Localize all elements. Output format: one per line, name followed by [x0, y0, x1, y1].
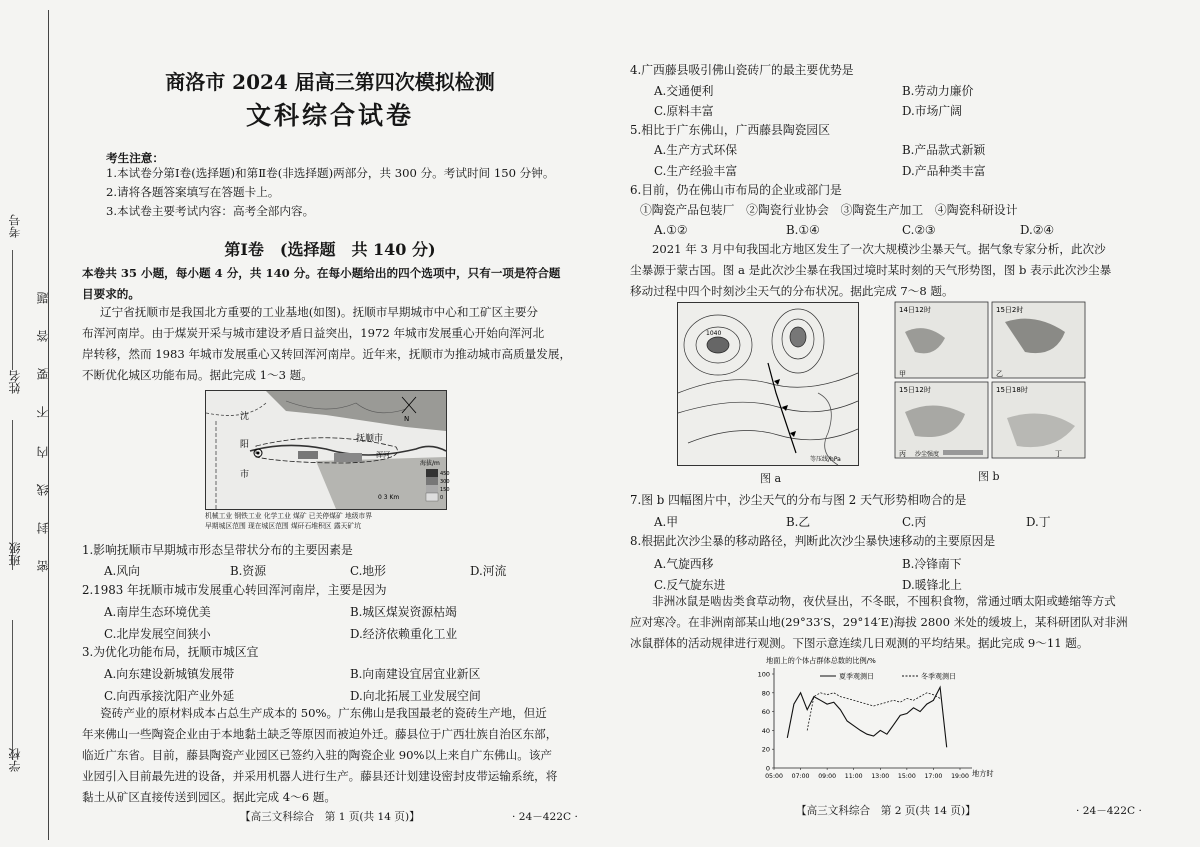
q7-option-d: D.丁 — [1026, 515, 1051, 529]
q2-option-c: C.北岸发展空间狭小 — [104, 627, 211, 641]
q8-option-b: B.冷锋南下 — [902, 557, 962, 571]
map-b-time-3: 15日12时 — [899, 386, 931, 394]
y-tick-label: 20 — [761, 745, 770, 754]
binding-dash-3 — [12, 620, 13, 760]
legend-label: 冬季观测日 — [921, 672, 956, 681]
exam-subtitle: 文科综合试卷 — [245, 101, 414, 130]
map-legend-row-2: 早期城区范围 现在城区范围 煤矸石堆积区 露天矿坑 — [205, 522, 362, 530]
x-tick-label: 07:00 — [791, 773, 810, 780]
q2-option-d: D.经济依赖重化工业 — [350, 627, 458, 641]
q1-option-d: D.河流 — [470, 564, 507, 578]
q5-option-a: A.生产方式环保 — [654, 143, 738, 157]
xingming-label: 姓名 — [8, 370, 22, 394]
y-tick-label: 60 — [761, 708, 770, 717]
q2-stem: 2.1983 年抚顺市城市发展重心转回浑河南岸，主要是因为 — [82, 583, 387, 597]
chart-series-lines — [787, 687, 946, 747]
map-label-fushun: 抚顺市 — [356, 434, 384, 444]
q4-option-a: A.交通便利 — [654, 84, 714, 98]
map-b-label-jia: 甲 — [899, 370, 906, 378]
exam-title: 商洛市 2024 届高三第四次模拟检测 — [165, 70, 495, 94]
map-b-time-2: 15日2时 — [996, 306, 1024, 314]
seal-char-1: 题 — [36, 292, 50, 304]
section-instructions-2: 目要求的。 — [82, 287, 140, 301]
map-b-label-yi: 乙 — [996, 370, 1003, 378]
passage2-line-5: 黏土从矿区直接传送到园区。据此完成 4～6 题。 — [82, 790, 336, 804]
isobar-label: 1040 — [706, 330, 722, 337]
x-tick-label: 05:00 — [765, 773, 783, 780]
passage2-line-4: 业园引入目前最先进的设备，并采用机器人进行生产。藤县还计划建设密封皮带运输系统，将 — [82, 769, 558, 783]
q2-option-b: B.城区煤炭资源枯竭 — [350, 605, 457, 619]
q5-option-c: C.生产经验丰富 — [654, 164, 738, 178]
seal-char-4: 不 — [36, 406, 50, 418]
activity-line-chart — [757, 652, 1020, 792]
q1-stem: 1.影响抚顺市早期城市形态呈带状分布的主要因素是 — [82, 543, 353, 557]
footer-left-page-label: 【高三文科综合 第 1 页(共 14 页)】 — [240, 811, 420, 823]
x-tick-label: 15:00 — [897, 773, 916, 780]
dust-distribution-fig-b — [895, 302, 1085, 462]
q4-stem: 4.广西藤县吸引佛山瓷砖厂的最主要优势是 — [630, 63, 854, 77]
passage1-line-2: 布浑河南岸。由于煤炭开采与城市建设矛盾日益突出，1972 年城市发展重心开始向浑河北 — [82, 326, 545, 340]
altitude-0: 0 — [440, 495, 444, 501]
passage1-line-3: 岸转移，然而 1983 年城市发展重心又转回浑河南岸。近年来，抚顺市为推动城市高质量发展， — [82, 347, 572, 361]
map-legend-row-1: 机械工业 钢铁工业 化学工业 煤矿 已关停煤矿 地级市界 — [205, 512, 373, 520]
q6-option-b: B.①④ — [786, 223, 820, 237]
chart-legend — [820, 672, 956, 681]
q6-option-a: A.①② — [654, 223, 688, 237]
seal-char-7: 封 — [36, 522, 50, 534]
q2-option-a: A.南岸生态环境优美 — [104, 605, 211, 619]
legend-label: 夏季观测日 — [839, 672, 874, 681]
q4-option-d: D.市场广阔 — [902, 104, 962, 118]
fig-a-caption: 图 a — [760, 472, 782, 485]
passage2-line-2: 年来佛山一些陶瓷企业由于本地黏土缺乏等原因而被迫外迁。藤县位于广西壮族自治区东部， — [82, 727, 558, 741]
seal-char-2: 答 — [36, 330, 50, 342]
q6-option-d: D.②④ — [1020, 223, 1054, 237]
x-tick-label: 17:00 — [924, 773, 943, 780]
map-label-hunhe: 浑河 — [376, 451, 390, 459]
summer-series-line — [787, 687, 946, 747]
q6-stem: 6.目前，仍在佛山市布局的企业或部门是 — [630, 183, 842, 197]
q5-option-b: B.产品款式新颖 — [902, 143, 986, 157]
q1-option-c: C.地形 — [350, 564, 386, 578]
seal-char-6: 线 — [36, 484, 50, 496]
q8-option-c: C.反气旋东进 — [654, 578, 726, 592]
x-tick-label: 19:00 — [951, 773, 969, 780]
q1-option-a: A.风向 — [104, 564, 140, 578]
footer-left-code: · 24－422C · — [512, 811, 578, 823]
section-instructions-1: 本卷共 35 小题，每小题 4 分，共 140 分。在每小题给出的四个选项中，只有一项是符合题 — [82, 266, 561, 280]
dust-maps-graphic — [895, 302, 1085, 462]
y-tick-label: 0 — [765, 764, 770, 773]
notice-heading: 考生注意： — [106, 151, 164, 165]
binding-line — [48, 10, 49, 840]
notice-item-2: 2.请将各题答案填写在答题卡上。 — [106, 185, 280, 199]
x-tick-label: 13:00 — [871, 773, 890, 780]
isobar-unit: 等压线/hPa — [810, 456, 841, 463]
passage4-line-3: 冰鼠群体的活动规律进行观测。下图示意连续几日观测的平均结果。据此完成 9～11 题。 — [630, 636, 1089, 650]
y-tick-label: 80 — [761, 689, 770, 698]
fig-b-caption: 图 b — [978, 470, 1000, 483]
q3-option-a: A.向东建设新城镇发展带 — [104, 667, 235, 681]
xuexiao-label: 学校 — [8, 748, 22, 772]
q3-option-d: D.向北拓展工业发展空间 — [350, 689, 481, 703]
map-b-label-ding: 丁 — [1055, 450, 1062, 458]
page-right — [600, 0, 1200, 847]
q4-option-b: B.劳动力廉价 — [902, 84, 974, 98]
y-tick-label: 40 — [761, 726, 770, 735]
passage1-line-1: 辽宁省抚顺市是我国北方重要的工业基地(如图)。抚顺市早期城市中心和工矿区主要分 — [100, 305, 539, 319]
footer-right-code: · 24－422C · — [1076, 805, 1142, 817]
footer-right-page-label: 【高三文科综合 第 2 页(共 14 页)】 — [796, 805, 976, 817]
q3-stem: 3.为优化功能布局，抚顺市城区宜 — [82, 645, 259, 659]
q7-option-b: B.乙 — [786, 515, 811, 529]
q6-items: ①陶瓷产品包装厂 ②陶瓷行业协会 ③陶瓷生产加工 ④陶瓷科研设计 — [640, 203, 1018, 217]
passage4-line-1: 非洲冰鼠是啮齿类食草动物，夜伏昼出，不冬眠，不囤积食物，常通过晒太阳或蜷缩等方式 — [652, 594, 1116, 608]
map-b-time-1: 14日12时 — [899, 306, 931, 314]
binding-margin — [0, 0, 62, 847]
north-arrow-label: N — [404, 415, 410, 423]
weather-map-graphic — [678, 303, 858, 465]
passage1-line-4: 不断优化城区功能布局。据此完成 1～3 题。 — [82, 368, 313, 382]
passage3-line-3: 移动过程中四个时刻沙尘天气的分布状况。据此完成 7～8 题。 — [630, 284, 954, 298]
q1-option-b: B.资源 — [230, 564, 267, 578]
altitude-300: 300 — [440, 479, 450, 485]
passage2-line-1: 瓷砖产业的原材料成本占总生产成本的 50%。广东佛山是我国最老的瓷砖生产地，但近 — [100, 706, 547, 720]
q8-option-d: D.暖锋北上 — [902, 578, 962, 592]
q3-option-c: C.向西承接沈阳产业外延 — [104, 689, 235, 703]
weather-map-fig-a — [677, 302, 859, 466]
ice-rat-activity-chart — [757, 652, 1020, 792]
x-tick-label: 09:00 — [818, 773, 837, 780]
notice-item-3: 3.本试卷主要考试内容：高考全部内容。 — [106, 204, 315, 218]
q5-stem: 5.相比于广东佛山，广西藤县陶瓷园区 — [630, 123, 831, 137]
banji-label: 班级 — [8, 542, 22, 566]
q4-option-c: C.原料丰富 — [654, 104, 714, 118]
seal-char-8: 密 — [36, 560, 50, 572]
map-label-shen: 沈 — [240, 412, 250, 422]
map-b-time-4: 15日18时 — [996, 386, 1028, 394]
q3-option-b: B.向南建设宜居宜业新区 — [350, 667, 481, 681]
fushun-map-graphic — [206, 391, 450, 509]
passage3-line-1: 2021 年 3 月中旬我国北方地区发生了一次大规模沙尘暴天气。据气象专家分析，此次沙 — [652, 242, 1106, 256]
seal-char-3: 要 — [36, 368, 50, 380]
map-label-yang: 阳 — [240, 440, 250, 450]
altitude-unit: 海拔/m — [420, 460, 440, 467]
passage2-line-3: 临近广东省。目前，藤县陶瓷产业园区已签约入驻的陶瓷企业 90%以上来自广东佛山。该产 — [82, 748, 553, 762]
map-label-shi: 市 — [240, 470, 250, 480]
x-tick-label: 11:00 — [844, 773, 863, 780]
notice-item-1: 1.本试卷分第Ⅰ卷(选择题)和第Ⅱ卷(非选择题)两部分，共 300 分。考试时间 150 分钟。 — [106, 166, 555, 180]
kaohao-label: 考号 — [8, 214, 22, 238]
q7-option-c: C.丙 — [902, 515, 927, 529]
seal-char-5: 内 — [36, 446, 50, 458]
q8-stem: 8.根据此次沙尘暴的移动路径，判断此次沙尘暴快速移动的主要原因是 — [630, 534, 996, 548]
binding-dash-1 — [12, 250, 13, 370]
chart-x-axis-label: 地方时 — [972, 769, 994, 778]
q6-option-c: C.②③ — [902, 223, 936, 237]
map-b-label-bing: 丙 — [899, 450, 906, 458]
q7-option-a: A.甲 — [654, 515, 679, 529]
q7-stem: 7.图 b 四幅图片中，沙尘天气的分布与图 2 天气形势相吻合的是 — [630, 493, 967, 507]
dust-legend-label: 沙尘强度 — [915, 451, 940, 458]
chart-title: 地面上的个体占群体总数的比例/% — [766, 656, 876, 665]
q8-option-a: A.气旋西移 — [654, 557, 714, 571]
q5-option-d: D.产品种类丰富 — [902, 164, 986, 178]
passage3-line-2: 尘暴源于蒙古国。图 a 是此次沙尘暴在我国过境时某时刻的天气形势图，图 b 表示此次沙尘暴 — [630, 263, 1112, 277]
passage4-line-2: 应对寒冷。在非洲南部某山地(29°33′S，29°14′E)海拔 2800 米处的缓坡上，某科研团队对非洲 — [630, 615, 1128, 629]
scale-bar-label: 0 3 Km — [378, 494, 400, 501]
fushun-map — [205, 390, 450, 510]
y-tick-label: 100 — [757, 670, 770, 679]
altitude-450: 450 — [440, 471, 450, 477]
altitude-150: 150 — [440, 487, 450, 493]
section-title: 第Ⅰ卷 (选择题 共 140 分) — [224, 240, 436, 259]
